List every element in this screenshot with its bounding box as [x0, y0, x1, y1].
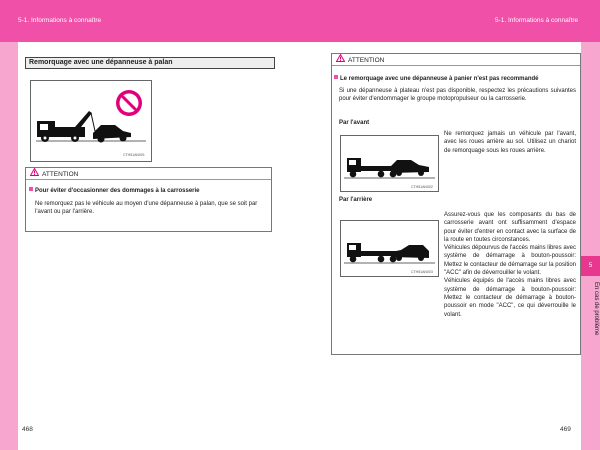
illustration-code: CTH51AN002 — [411, 185, 433, 189]
header-right-title: 5-1. Informations à connaître — [495, 17, 579, 24]
bullet-square-icon — [334, 75, 338, 79]
header-left-title: 5-1. Informations à connaître — [18, 17, 102, 24]
attention-box-right — [331, 53, 581, 355]
front-heading: Par l'avant — [339, 120, 370, 126]
attention-subtitle: Pour éviter d'occasionner des dommages à la carrosserie — [29, 187, 269, 194]
page-number-left: 468 — [22, 426, 33, 433]
attention-header — [26, 168, 271, 180]
flatbed-truck-icon — [341, 221, 438, 276]
page-number-right: 469 — [560, 426, 571, 433]
attention-subtitle: Le remorquage avec une dépanneuse à panier n'est pas recommandé — [334, 75, 578, 82]
right-margin — [581, 42, 600, 450]
flatbed-front-illustration — [340, 135, 439, 192]
flatbed-truck-icon — [341, 136, 438, 191]
chapter-tab[interactable]: 5 — [581, 256, 600, 276]
illustration-code: CTH51AN003 — [411, 270, 433, 274]
illustration-code: CTH51AN001 — [123, 153, 145, 157]
section-title: Remorquage avec une dépanneuse à palan — [25, 57, 275, 69]
attention-header — [332, 54, 580, 66]
attention-label: ATTENTION — [42, 170, 79, 178]
attention-box-left — [25, 167, 272, 232]
rear-text: Assurez-vous que les composants du bas de carrosserie avant ont suffisamment d'espace pour éviter d'entrer en contact avec la surface de la route en toutes circonstances. Véhicules dépourvus de l'accès mains libres avec système de démarrage à bouton-poussoir: Mettez le contacteur de démarrage sur la position "ACC" afin de déverrouiller le volant. Véhicules équipés de l'accès mains libres avec système de démarrage à bouton-poussoir: Mettez le contacteur de démarrage à bouton-poussoir en mode "ACC", ce qui déverrouille le volant. — [444, 212, 576, 318]
attention-label: ATTENTION — [348, 56, 385, 64]
attention-text: Ne remorquez pas le véhicule au moyen d'une dépanneuse à palan, que se soit par l'avant ou par l'arrière. — [35, 201, 258, 216]
chapter-label: En cas de problème — [593, 282, 599, 336]
hoist-tow-illustration — [30, 80, 152, 162]
warning-triangle-icon — [30, 168, 39, 180]
flatbed-rear-illustration — [340, 220, 439, 277]
left-margin — [0, 42, 18, 450]
attention-intro: Si une dépanneuse à plateau n'est pas disponible, respectez les précautions suivantes pour éviter d'endommager le groupe motopropulseur ou la carrosserie. — [339, 88, 576, 103]
bullet-square-icon — [29, 187, 33, 191]
warning-triangle-icon — [336, 54, 345, 66]
hoist-truck-icon — [31, 81, 151, 161]
page-header — [0, 0, 600, 42]
front-text: Ne remorquez jamais un véhicule par l'avant, avec les roues arrière au sol. Utilisez un chariot de remorquage sous les roues arrière. — [444, 131, 576, 154]
rear-heading: Par l'arrière — [339, 197, 373, 203]
